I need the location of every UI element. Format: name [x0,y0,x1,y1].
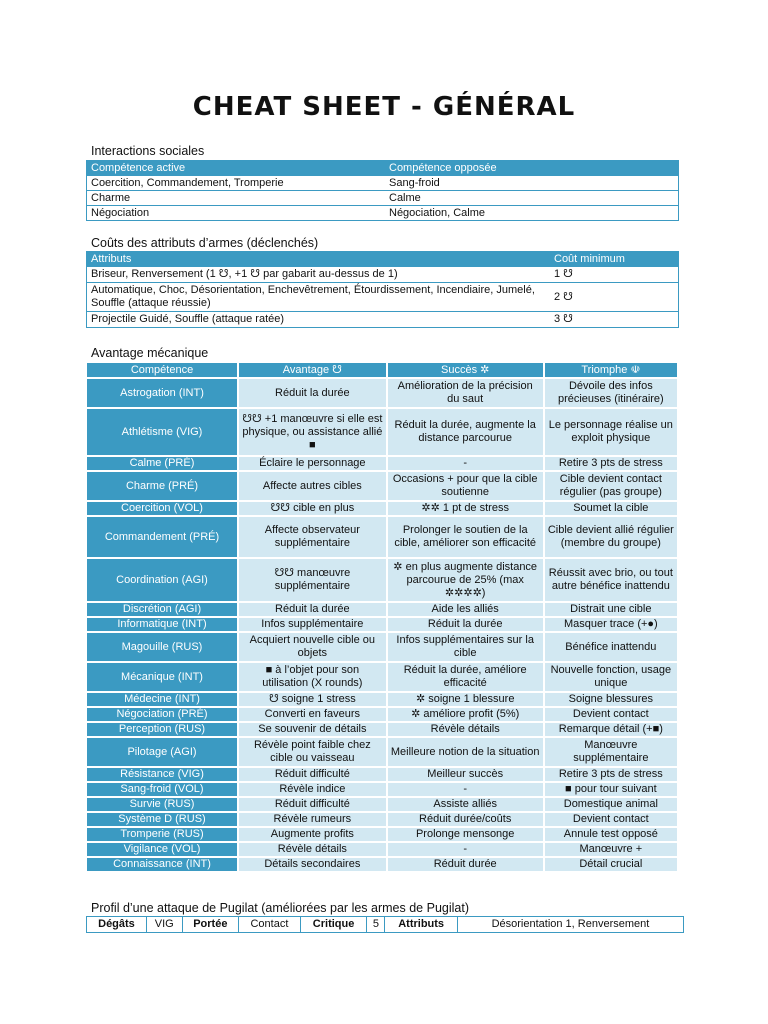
mech-skill-cell: Astrogation (INT) [87,379,237,407]
mech-triumph-cell: Distrait une cible [545,603,677,616]
mech-success-cell: ✲ soigne 1 blessure [388,693,543,706]
table-row [87,783,677,796]
mech-skill-cell: Coercition (VOL) [87,502,237,515]
mech-table [85,361,679,873]
mech-triumph-cell: Devient contact [545,708,677,721]
mech-success-cell: Meilleure notion de la situation [388,738,543,766]
mech-triumph-cell: Remarque détail (+■) [545,723,677,736]
table-row [87,723,677,736]
weapon-cost: 3 ☋ [550,312,679,328]
mech-success-cell: - [388,783,543,796]
social-table [86,160,679,221]
mech-header-skill: Compétence [87,363,237,377]
weapon-table [86,251,679,328]
mech-triumph-cell: Retire 3 pts de stress [545,768,677,781]
mech-skill-cell: Survie (RUS) [87,798,237,811]
mech-triumph-cell: Domestique animal [545,798,677,811]
weapon-cell: Projectile Guidé, Souffle (attaque ratée) [87,312,551,328]
mech-advantage-cell: ☋☋ +1 manœuvre si elle est physique, ou assistance allié ■ [239,409,386,455]
mech-skill-cell: Athlétisme (VIG) [87,409,237,455]
mech-success-cell: Occasions + pour que la cible soutienne [388,472,543,500]
table-row [87,267,679,283]
mech-header-triumph: Triomphe ☫ [545,363,677,377]
mech-triumph-cell: Masquer trace (+●) [545,618,677,631]
mech-triumph-cell: Manœuvre + [545,843,677,856]
mech-skill-cell: Commandement (PRÉ) [87,517,237,557]
mech-advantage-cell: Converti en faveurs [239,708,386,721]
mech-advantage-cell: ☋ soigne 1 stress [239,693,386,706]
social-header-active: Compétence active [87,161,386,176]
mech-triumph-cell: Cible devient contact régulier (pas groupe) [545,472,677,500]
mech-success-cell: Réduit durée [388,858,543,871]
mech-success-cell: - [388,457,543,470]
table-row [87,517,677,557]
table-row [87,693,677,706]
weapon-cost: 2 ☋ [550,283,679,312]
profile-value-damage: VIG [146,917,182,933]
mech-advantage-cell: Révèle détails [239,843,386,856]
social-cell: Charme [87,191,386,206]
mech-advantage-cell: Affecte observateur supplémentaire [239,517,386,557]
social-header-opposed: Compétence opposée [385,161,679,176]
table-row [87,917,684,933]
table-row [87,663,677,691]
mech-skill-cell: Tromperie (RUS) [87,828,237,841]
mech-success-cell: Aide les alliés [388,603,543,616]
mech-advantage-cell: Révèle rumeurs [239,813,386,826]
weapon-header-cost: Coût minimum [550,252,679,267]
mech-triumph-cell: Dévoile des infos précieuses (itinéraire) [545,379,677,407]
mech-success-cell: Amélioration de la précision du saut [388,379,543,407]
mech-advantage-cell: ☋☋ manœuvre supplémentaire [239,559,386,601]
mech-skill-cell: Pilotage (AGI) [87,738,237,766]
mech-triumph-cell: ■ pour tour suivant [545,783,677,796]
mech-advantage-cell: Éclaire le personnage [239,457,386,470]
mech-success-cell: - [388,843,543,856]
mech-success-cell: Meilleur succès [388,768,543,781]
weapon-header-attributes: Attributs [87,252,551,267]
mech-skill-cell: Informatique (INT) [87,618,237,631]
table-row [87,206,679,221]
mech-success-cell: Réduit durée/coûts [388,813,543,826]
mech-success-cell: Réduit la durée, augmente la distance parcourue [388,409,543,455]
table-row [87,559,677,601]
mech-header-success: Succès ✲ [388,363,543,377]
table-row [87,283,679,312]
mech-triumph-cell: Devient contact [545,813,677,826]
profile-heading: Profil d’une attaque de Pugilat (améliorées par les armes de Pugilat) [91,901,469,915]
mech-success-cell: Infos supplémentaires sur la cible [388,633,543,661]
social-cell: Négociation [87,206,386,221]
mech-skill-cell: Coordination (AGI) [87,559,237,601]
mech-success-cell: ✲ améliore profit (5%) [388,708,543,721]
mech-triumph-cell: Soumet la cible [545,502,677,515]
mech-triumph-cell: Cible devient allié régulier (membre du groupe) [545,517,677,557]
table-row [87,843,677,856]
table-row [87,618,677,631]
mech-success-cell: ✲✲ 1 pt de stress [388,502,543,515]
social-heading: Interactions sociales [91,144,205,158]
profile-label-damage: Dégâts [98,918,135,930]
social-cell: Coercition, Commandement, Tromperie [87,176,386,191]
table-row [87,798,677,811]
table-row [87,409,677,455]
mech-advantage-cell: Infos supplémentaire [239,618,386,631]
mech-triumph-cell: Bénéfice inattendu [545,633,677,661]
table-row [87,828,677,841]
mech-skill-cell: Vigilance (VOL) [87,843,237,856]
mech-advantage-cell: ☋☋ cible en plus [239,502,386,515]
mech-skill-cell: Médecine (INT) [87,693,237,706]
mech-triumph-cell: Le personnage réalise un exploit physique [545,409,677,455]
weapon-heading: Coûts des attributs d’armes (déclenchés) [91,236,319,250]
mech-advantage-cell: Réduit la durée [239,603,386,616]
table-row [87,312,679,328]
mech-skill-cell: Négociation (PRÉ) [87,708,237,721]
mech-success-cell: Révèle détails [388,723,543,736]
mech-advantage-cell: ■ à l’objet pour son utilisation (X rounds) [239,663,386,691]
page-title: CHEAT SHEET - GÉNÉRAL [192,92,576,122]
mech-success-cell: ✲ en plus augmente distance parcourue de 25% (max ✲✲✲✲) [388,559,543,601]
mech-triumph-cell: Manœuvre supplémentaire [545,738,677,766]
table-row [87,603,677,616]
mech-advantage-cell: Révèle indice [239,783,386,796]
weapon-cell: Briseur, Renversement (1 ☋, +1 ☋ par gabarit au-dessus de 1) [87,267,551,283]
table-row [87,176,679,191]
mech-advantage-cell: Réduit la durée [239,379,386,407]
social-cell: Sang-froid [385,176,679,191]
profile-value-range: Contact [239,917,301,933]
table-row [87,472,677,500]
table-row [87,813,677,826]
profile-value-critical: 5 [367,917,385,933]
mech-success-cell: Réduit la durée [388,618,543,631]
mech-advantage-cell: Augmente profits [239,828,386,841]
mech-advantage-cell: Réduit difficulté [239,768,386,781]
mech-success-cell: Prolonge mensonge [388,828,543,841]
mech-triumph-cell: Nouvelle fonction, usage unique [545,663,677,691]
table-row [87,457,677,470]
table-row [87,738,677,766]
mech-triumph-cell: Annule test opposé [545,828,677,841]
mech-advantage-cell: Acquiert nouvelle cible ou objets [239,633,386,661]
table-row [87,858,677,871]
mech-skill-cell: Résistance (VIG) [87,768,237,781]
mech-success-cell: Prolonger le soutien de la cible, améliorer son efficacité [388,517,543,557]
profile-label-attributes: Attributs [385,917,457,933]
mech-advantage-cell: Détails secondaires [239,858,386,871]
mech-skill-cell: Magouille (RUS) [87,633,237,661]
mech-skill-cell: Connaissance (INT) [87,858,237,871]
weapon-cell: Automatique, Choc, Désorientation, Enchevêtrement, Étourdissement, Incendiaire, Jumelé, Souffle (attaque réussie) [87,283,551,312]
mech-skill-cell: Sang-froid (VOL) [87,783,237,796]
mech-skill-cell: Mécanique (INT) [87,663,237,691]
mech-heading: Avantage mécanique [91,346,209,360]
social-cell: Négociation, Calme [385,206,679,221]
table-row [87,379,677,407]
mech-triumph-cell: Détail crucial [545,858,677,871]
weapon-cost: 1 ☋ [550,267,679,283]
table-row [87,633,677,661]
mech-success-cell: Réduit la durée, améliore efficacité [388,663,543,691]
table-row [87,502,677,515]
mech-triumph-cell: Soigne blessures [545,693,677,706]
mech-advantage-cell: Affecte autres cibles [239,472,386,500]
social-cell: Calme [385,191,679,206]
mech-success-cell: Assiste alliés [388,798,543,811]
profile-value-attributes: Désorientation 1, Renversement [457,917,683,933]
table-row [87,708,677,721]
mech-advantage-cell: Se souvenir de détails [239,723,386,736]
profile-table [86,916,684,933]
profile-label-critical: Critique [300,917,367,933]
mech-triumph-cell: Réussit avec brio, ou tout autre bénéfice inattendu [545,559,677,601]
mech-skill-cell: Système D (RUS) [87,813,237,826]
profile-label-range: Portée [182,917,239,933]
mech-skill-cell: Perception (RUS) [87,723,237,736]
mech-header-advantage: Avantage ☋ [239,363,386,377]
mech-skill-cell: Calme (PRÉ) [87,457,237,470]
mech-skill-cell: Charme (PRÉ) [87,472,237,500]
table-row [87,191,679,206]
table-row [87,768,677,781]
mech-advantage-cell: Révèle point faible chez cible ou vaisseau [239,738,386,766]
mech-skill-cell: Discrétion (AGI) [87,603,237,616]
mech-advantage-cell: Réduit difficulté [239,798,386,811]
mech-triumph-cell: Retire 3 pts de stress [545,457,677,470]
